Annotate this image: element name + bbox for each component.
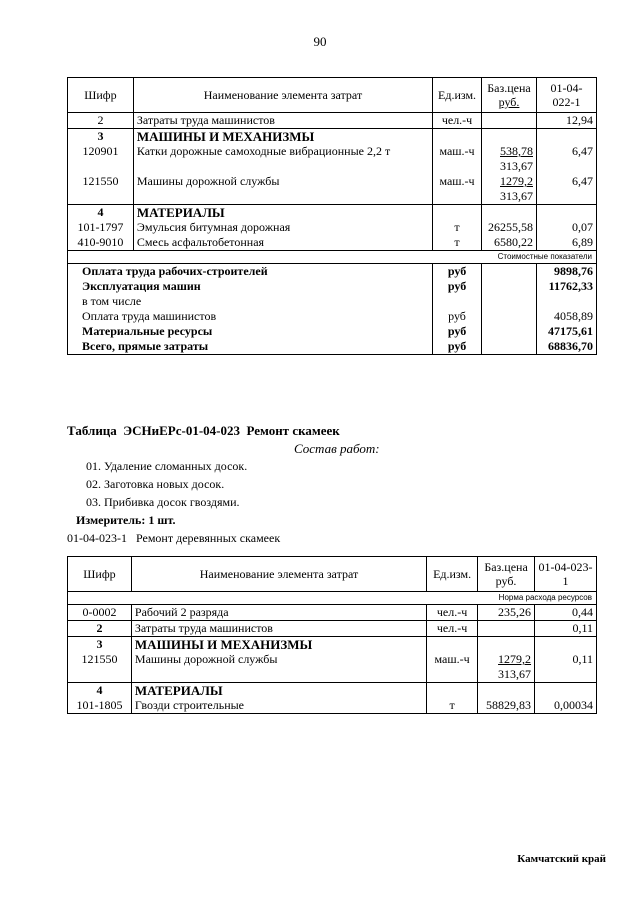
cell-norm: 0,11 (535, 652, 597, 683)
cost-label: Оплата труда машинистов (68, 309, 433, 324)
cost-row (68, 324, 597, 339)
cost-value: 9898,76 (537, 264, 597, 280)
table-row (68, 683, 597, 699)
cost-value: 68836,70 (537, 339, 597, 355)
header-norm: 01-04-022-1 (537, 78, 597, 113)
cost-header-row (68, 251, 597, 264)
norm-header: Норма расхода ресурсов (68, 592, 597, 605)
cost-header: Стоимостные показатели (68, 251, 597, 264)
cell-norm: 0,11 (535, 621, 597, 637)
header-name: Наименование элемента затрат (131, 557, 426, 592)
cell-price: 1279,2 313,67 (482, 174, 537, 205)
cell-norm: 0,44 (535, 605, 597, 621)
table-row (68, 235, 597, 251)
cell-unit: т (427, 698, 478, 714)
cell-norm: 12,94 (537, 113, 597, 129)
cell-price: 1279,2 313,67 (478, 652, 535, 683)
cost-unit: руб (433, 339, 482, 355)
cell-unit: маш.-ч (427, 652, 478, 683)
table-header (68, 78, 597, 113)
resource-table-2 (67, 556, 597, 714)
cell-unit: чел.-ч (433, 113, 482, 129)
cell-code: 3 (68, 129, 134, 145)
table-row (68, 637, 597, 653)
cell-unit: маш.-ч (433, 174, 482, 205)
table-row (68, 220, 597, 235)
cell-code: 101-1797 (68, 220, 134, 235)
cell-unit: маш.-ч (433, 144, 482, 174)
norm-header-row (68, 592, 597, 605)
cell-name: Смесь асфальтобетонная (133, 235, 432, 251)
table-row (68, 174, 597, 205)
cell-price: 235,26 (478, 605, 535, 621)
header-name: Наименование элемента затрат (133, 78, 432, 113)
cell-price: 58829,83 (478, 698, 535, 714)
resource-table-1 (67, 77, 597, 355)
header-unit: Ед.изм. (427, 557, 478, 592)
measure: Измеритель: 1 шт. (76, 513, 176, 527)
cell-norm: 0,00034 (535, 698, 597, 714)
cell-code: 121550 (68, 652, 132, 683)
cell-code: 4 (68, 683, 132, 699)
table-row (68, 621, 597, 637)
cell-name: Гвозди строительные (131, 698, 426, 714)
cost-unit: руб (433, 279, 482, 294)
cell-code: 2 (68, 621, 132, 637)
cell-name: МАШИНЫ И МЕХАНИЗМЫ (133, 129, 432, 145)
table-row (68, 698, 597, 714)
cell-name: Катки дорожные самоходные вибрационные 2,2 т (133, 144, 432, 174)
header-price: Баз.цена руб. (482, 78, 537, 113)
header-norm: 01-04-023-1 (535, 557, 597, 592)
work-item: 01. Удаление сломанных досок. (86, 459, 248, 473)
cell-unit: чел.-ч (427, 621, 478, 637)
table-row (68, 605, 597, 621)
cell-norm: 6,47 (537, 144, 597, 174)
work-item: 03. Прибивка досок гвоздями. (86, 495, 240, 509)
cell-code: 2 (68, 113, 134, 129)
cost-label: Оплата труда рабочих-строителей (68, 264, 433, 280)
cell-name: Машины дорожной службы (133, 174, 432, 205)
footer-region: Камчатский край (517, 853, 606, 865)
cell-price: 6580,22 (482, 235, 537, 251)
cell-code: 121550 (68, 174, 134, 205)
cell-price: 538,78 313,67 (482, 144, 537, 174)
cell-name: МАТЕРИАЛЫ (133, 205, 432, 221)
table-row (68, 144, 597, 174)
cost-unit: руб (433, 264, 482, 280)
cost-unit: руб (433, 309, 482, 324)
cost-row (68, 309, 597, 324)
cost-value: 4058,89 (537, 309, 597, 324)
header-price: Баз.цена руб. (478, 557, 535, 592)
work-item: 02. Заготовка новых досок. (86, 477, 225, 491)
cell-code: 3 (68, 637, 132, 653)
table-header (68, 557, 597, 592)
cell-price (482, 113, 537, 129)
cell-name: Затраты труда машинистов (133, 113, 432, 129)
cell-code: 0-0002 (68, 605, 132, 621)
code-line: 01-04-023-1 Ремонт деревянных скамеек (67, 531, 281, 545)
cell-norm: 6,47 (537, 174, 597, 205)
header-code: Шифр (68, 557, 132, 592)
cost-unit: руб (433, 324, 482, 339)
page-number: 90 (313, 34, 327, 49)
table-row (68, 652, 597, 683)
cost-row (68, 294, 597, 309)
cell-unit: т (433, 220, 482, 235)
cost-row (68, 264, 597, 280)
cost-value: 11762,33 (537, 279, 597, 294)
cell-norm: 0,07 (537, 220, 597, 235)
cell-price: 26255,58 (482, 220, 537, 235)
cell-name: МАТЕРИАЛЫ (131, 683, 426, 699)
cell-norm: 6,89 (537, 235, 597, 251)
cell-name: Затраты труда машинистов (131, 621, 426, 637)
cost-label: Эксплуатация машин (68, 279, 433, 294)
cell-name: Рабочий 2 разряда (131, 605, 426, 621)
section-title: Таблица ЭСНиЕРс-01-04-023 Ремонт скамеек (67, 423, 340, 438)
cell-name: Машины дорожной службы (131, 652, 426, 683)
cost-label: в том числе (68, 294, 433, 309)
table-row (68, 129, 597, 145)
cell-name: Эмульсия битумная дорожная (133, 220, 432, 235)
cell-code: 4 (68, 205, 134, 221)
cost-label: Материальные ресурсы (68, 324, 433, 339)
cost-label: Всего, прямые затраты (68, 339, 433, 355)
table-row (68, 205, 597, 221)
works-title: Состав работ: (294, 441, 380, 456)
cost-row (68, 339, 597, 355)
cost-value: 47175,61 (537, 324, 597, 339)
cell-code: 101-1805 (68, 698, 132, 714)
cell-unit: чел.-ч (427, 605, 478, 621)
cost-row (68, 279, 597, 294)
table-row (68, 113, 597, 129)
cell-unit: т (433, 235, 482, 251)
cell-code: 120901 (68, 144, 134, 174)
cell-price (478, 621, 535, 637)
header-code: Шифр (68, 78, 134, 113)
cell-code: 410-9010 (68, 235, 134, 251)
header-unit: Ед.изм. (433, 78, 482, 113)
cell-name: МАШИНЫ И МЕХАНИЗМЫ (131, 637, 426, 653)
